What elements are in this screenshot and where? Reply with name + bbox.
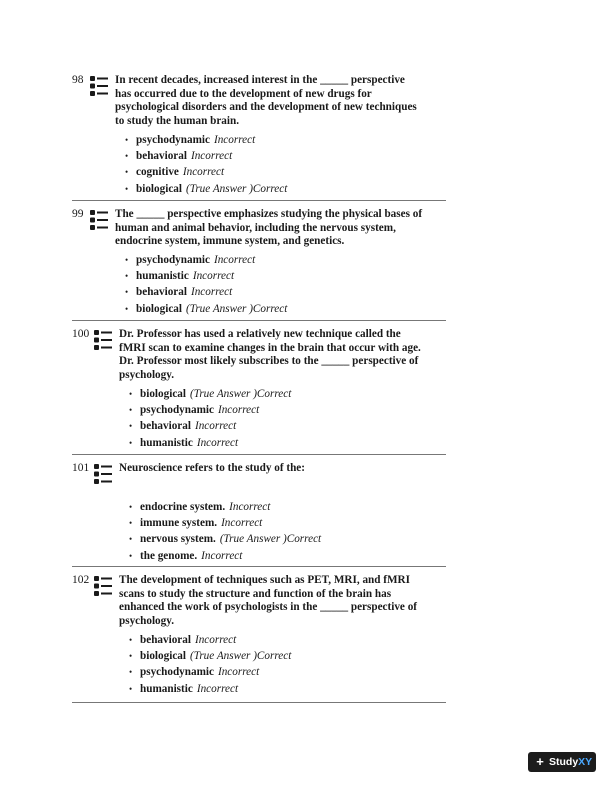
option-text: humanistic	[136, 270, 189, 283]
bullet-icon: •	[129, 405, 133, 416]
option-text: psychodynamic	[140, 666, 214, 679]
answer-option	[129, 548, 321, 564]
option-result: Incorrect	[194, 634, 237, 646]
option-text: immune system.	[140, 517, 218, 530]
option-text: psychodynamic	[136, 254, 210, 266]
studyxy-badge[interactable]	[528, 752, 596, 772]
bullet-icon: •	[129, 437, 133, 448]
option-result: Incorrect	[213, 134, 256, 146]
list-bullets-icon	[89, 75, 109, 97]
option-text: the genome.	[140, 549, 198, 562]
question-line: psychology.	[119, 368, 175, 381]
question-divider	[72, 702, 446, 703]
answer-option	[125, 252, 287, 268]
list-bullets-icon	[93, 575, 113, 597]
answer-option	[125, 164, 287, 180]
answer-options	[129, 499, 321, 564]
option-result: Incorrect	[196, 436, 239, 449]
option-text: nervous system.	[140, 533, 216, 546]
option-text: humanistic	[140, 682, 193, 695]
answer-option	[129, 515, 321, 531]
question-line: In recent decades, increased interest in the _____ perspective	[115, 74, 405, 86]
option-result: (True Answer )Correct	[186, 182, 288, 195]
question-number: 100	[72, 328, 90, 340]
brand-name: Study	[549, 756, 579, 768]
bullet-icon: •	[125, 183, 129, 194]
option-text: psychodynamic	[136, 134, 210, 146]
question-text	[119, 328, 421, 382]
question-line: to study the human brain.	[115, 114, 240, 127]
question-line: scans to study the structure and function of the brain has	[119, 587, 392, 600]
question-number: 102	[72, 574, 90, 586]
answer-options	[129, 386, 291, 451]
answer-options	[125, 252, 287, 317]
option-result: (True Answer )Correct	[186, 302, 288, 315]
question-line: Dr. Professor most likely subscribes to the _____ perspective of	[119, 355, 419, 368]
bullet-icon: •	[129, 635, 133, 645]
question-text	[119, 574, 417, 628]
question-text	[119, 462, 305, 476]
question-text	[115, 74, 417, 128]
question-number: 101	[72, 462, 90, 474]
answer-option	[129, 499, 321, 515]
question-line: The development of techniques such as PET, MRI, and fMRI	[119, 574, 410, 586]
option-result: Incorrect	[194, 420, 237, 433]
option-text: psychodynamic	[140, 404, 214, 417]
bullet-icon: •	[129, 421, 133, 432]
question-divider	[72, 566, 446, 567]
bullet-icon: •	[129, 518, 133, 529]
list-bullets-icon	[93, 463, 113, 485]
option-text: biological	[140, 388, 186, 400]
answer-option	[129, 632, 291, 648]
question-line: fMRI scan to examine changes in the brain that occur with age.	[119, 341, 421, 354]
brand-name-accent: XY	[578, 756, 593, 768]
question-divider	[72, 454, 446, 455]
option-text: behavioral	[136, 150, 187, 163]
option-text: endocrine system.	[140, 501, 226, 513]
plus-icon: +	[536, 754, 544, 769]
question-line: psychology.	[119, 614, 175, 627]
question-line: enhanced the work of psychologists in the _____ perspective of	[119, 601, 418, 614]
option-text: humanistic	[140, 436, 193, 449]
question-line: Neuroscience refers to the study of the:	[119, 462, 305, 474]
bullet-icon: •	[129, 667, 133, 678]
option-result: Incorrect	[221, 517, 263, 530]
option-result: Incorrect	[190, 150, 233, 163]
question-line: psychological disorders and the development of new techniques	[115, 101, 417, 114]
bullet-icon: •	[129, 550, 133, 561]
bullet-icon: •	[125, 135, 129, 145]
question-divider	[72, 200, 446, 201]
bullet-icon: •	[125, 287, 129, 298]
bullet-icon: •	[129, 389, 133, 399]
option-result: (True Answer )Correct	[190, 388, 292, 400]
question-text	[115, 208, 422, 249]
answer-option	[125, 181, 287, 197]
answer-options	[129, 632, 291, 697]
bullet-icon: •	[129, 683, 133, 694]
list-bullets-icon	[93, 329, 113, 351]
answer-option	[129, 681, 291, 697]
option-text: biological	[140, 650, 186, 663]
answer-option	[129, 664, 291, 680]
answer-option	[129, 435, 291, 451]
bullet-icon: •	[125, 167, 129, 178]
answer-options	[125, 132, 287, 197]
list-bullets-icon	[89, 209, 109, 231]
answer-option	[129, 386, 291, 402]
question-divider	[72, 320, 446, 321]
question-number: 99	[72, 208, 84, 220]
option-text: behavioral	[136, 286, 187, 299]
answer-option	[129, 531, 321, 547]
answer-option	[125, 268, 287, 284]
bullet-icon: •	[129, 651, 133, 662]
option-result: Incorrect	[229, 501, 271, 513]
option-result: Incorrect	[192, 270, 235, 283]
answer-option	[129, 418, 291, 434]
question-number: 98	[72, 74, 84, 86]
bullet-icon: •	[129, 502, 133, 512]
question-line: human and animal behavior, including the nervous system,	[115, 221, 396, 234]
option-text: biological	[136, 302, 182, 315]
option-result: Incorrect	[201, 549, 243, 562]
option-text: cognitive	[136, 166, 179, 179]
option-result: Incorrect	[190, 286, 233, 299]
option-result: Incorrect	[213, 254, 256, 266]
answer-option	[129, 648, 291, 664]
answer-option	[125, 301, 287, 317]
option-result: (True Answer )Correct	[190, 650, 292, 663]
bullet-icon: •	[125, 271, 129, 282]
option-text: behavioral	[140, 634, 191, 646]
option-result: Incorrect	[217, 404, 260, 417]
option-text: biological	[136, 182, 182, 195]
answer-option	[125, 132, 287, 148]
question-line: endocrine system, immune system, and genetics.	[115, 235, 345, 248]
answer-option	[125, 148, 287, 164]
option-result: (True Answer )Correct	[219, 533, 322, 546]
bullet-icon: •	[125, 303, 129, 314]
bullet-icon: •	[129, 534, 133, 545]
option-result: Incorrect	[182, 166, 225, 179]
answer-option	[125, 284, 287, 300]
question-line: Dr. Professor has used a relatively new technique called the	[119, 328, 401, 340]
option-result: Incorrect	[196, 682, 239, 695]
option-result: Incorrect	[217, 666, 260, 679]
question-line: has occurred due to the development of new drugs for	[115, 87, 372, 100]
bullet-icon: •	[125, 151, 129, 162]
bullet-icon: •	[125, 255, 129, 265]
option-text: behavioral	[140, 420, 191, 433]
question-line: The _____ perspective emphasizes studying the physical bases of	[115, 208, 423, 220]
answer-option	[129, 402, 291, 418]
